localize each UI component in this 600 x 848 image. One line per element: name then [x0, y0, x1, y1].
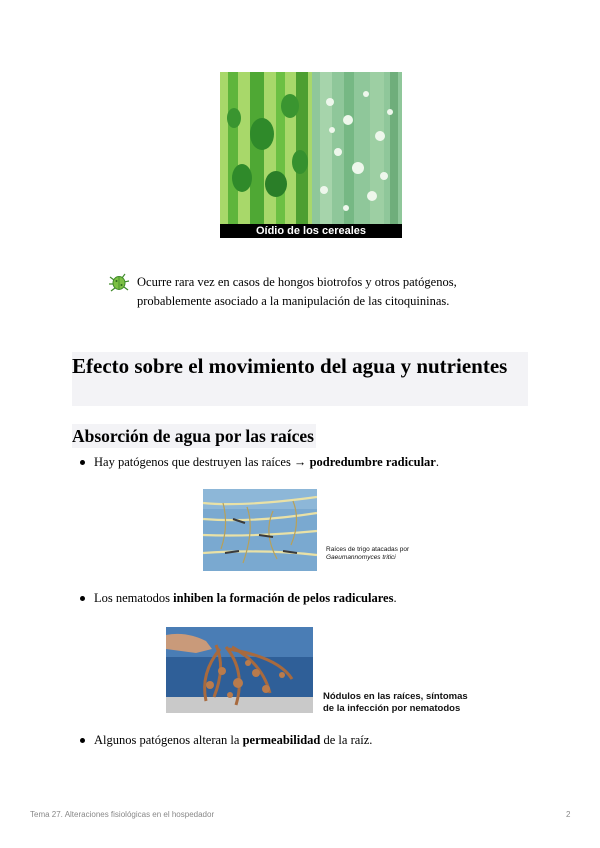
roots-caption-species: Gaeumannomyces tritici [326, 554, 396, 561]
bullet-text: Algunos patógenos alteran la [94, 733, 243, 747]
note-text: Ocurre rara vez en casos de hongos biotrofos y otros patógenos, probablemente asociado a la manipulación de las citoquininas. [137, 275, 457, 308]
note-block [108, 273, 528, 311]
bug-icon [108, 273, 130, 293]
nematode-caption [323, 691, 468, 715]
bullet-item [72, 589, 397, 607]
bullet-bold-text: podredumbre radicular [309, 455, 436, 469]
nematode-caption-line: Nódulos en las raíces, síntomas [323, 691, 468, 702]
nematode-caption-line: de la infección por nematodos [323, 703, 461, 714]
bullet-text-end: . [393, 591, 397, 605]
bullet-item [72, 453, 439, 471]
bullet-dot [80, 460, 85, 465]
subheading-band [72, 424, 316, 448]
page-number: 2 [566, 810, 571, 819]
section-heading: Efecto sobre el movimiento del agua y nutrientes [72, 354, 508, 378]
bullet-bold-text: inhiben la formación de pelos radiculares [173, 591, 394, 605]
nematode-roots-image [166, 627, 313, 713]
wheat-roots-image [203, 489, 317, 571]
footer-title: Tema 27. Alteraciones fisiológicas en el hospedador [30, 810, 215, 819]
figure-caption: Oídio de los cereales [220, 224, 402, 238]
bullet-bold-text: permeabilidad [242, 733, 321, 747]
bullet-item [72, 731, 372, 749]
roots-caption-line: Raíces de trigo atacadas por [326, 546, 410, 553]
bullet-text-end: . [435, 455, 439, 469]
bullet-text: Hay patógenos que destruyen las raíces → [94, 455, 310, 469]
bullet-dot [80, 738, 85, 743]
powdery-mildew-image [220, 72, 402, 238]
bullet-text: Los nematodos [94, 591, 174, 605]
bullet-text-end: de la raíz. [320, 733, 373, 747]
subheading: Absorción de agua por las raíces [72, 426, 314, 446]
section-heading-band [72, 352, 528, 406]
roots-caption [326, 546, 409, 562]
bullet-dot [80, 596, 85, 601]
